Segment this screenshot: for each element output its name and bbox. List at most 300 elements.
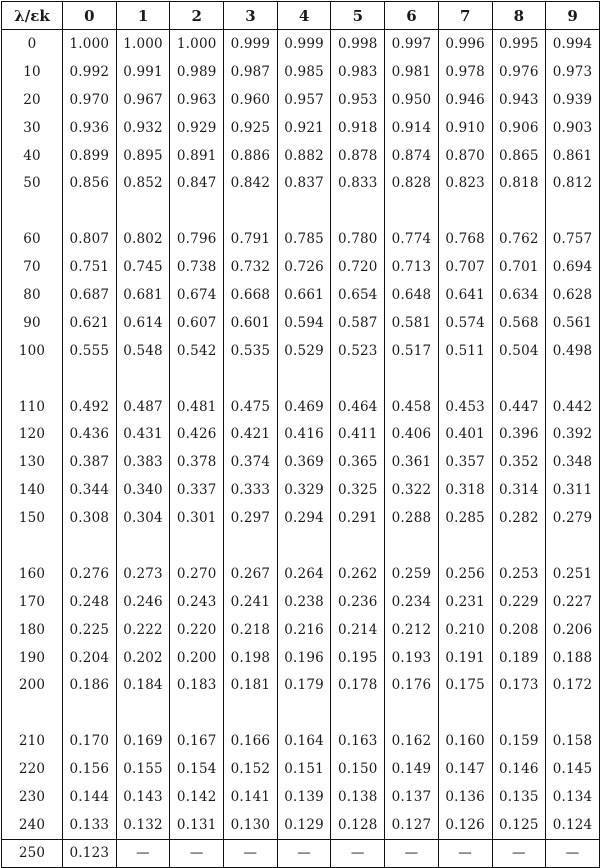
- table-cell: 0.361: [385, 448, 439, 476]
- table-cell: 0.878: [331, 142, 385, 170]
- table-cell: 0.991: [116, 58, 170, 86]
- table-cell: 0.159: [492, 727, 546, 755]
- table-cell: 0.921: [277, 114, 331, 142]
- table-cell: 0.487: [116, 393, 170, 421]
- table-cell: 0.193: [385, 644, 439, 672]
- column-header: 0: [63, 2, 117, 30]
- table-cell: 0.133: [63, 811, 117, 839]
- table-cell: 0.464: [331, 393, 385, 421]
- table-cell: 0.124: [546, 811, 600, 839]
- table-row: [2, 30, 600, 58]
- table-cell: 0.492: [63, 393, 117, 421]
- table-cell: 0.139: [277, 783, 331, 811]
- table-row: [2, 839, 600, 867]
- table-cell: 0.227: [546, 588, 600, 616]
- table-row: [2, 58, 600, 86]
- row-label: 120: [2, 420, 63, 448]
- table-cell: 0.701: [492, 253, 546, 281]
- table-cell: 0.251: [546, 560, 600, 588]
- table-cell: 0.137: [385, 783, 439, 811]
- table-cell: 0.906: [492, 114, 546, 142]
- table-cell: 0.998: [331, 30, 385, 58]
- table-cell: 0.270: [170, 560, 224, 588]
- table-cell: 0.762: [492, 225, 546, 253]
- table-cell: 0.529: [277, 337, 331, 365]
- table-cell: 0.475: [224, 393, 278, 421]
- table-cell: 0.970: [63, 86, 117, 114]
- table-cell: 0.561: [546, 309, 600, 337]
- table-cell: 0.125: [492, 811, 546, 839]
- column-header: 6: [385, 2, 439, 30]
- table-row: [2, 281, 600, 309]
- table-cell: 0.568: [492, 309, 546, 337]
- column-header: 2: [170, 2, 224, 30]
- table-cell: 0.126: [438, 811, 492, 839]
- table-cell: 0.392: [546, 420, 600, 448]
- row-label: 10: [2, 58, 63, 86]
- table-cell: 0.774: [385, 225, 439, 253]
- table-cell: 0.152: [224, 755, 278, 783]
- table-cell: 0.953: [331, 86, 385, 114]
- table-row: [2, 476, 600, 504]
- table-cell: 0.301: [170, 504, 224, 532]
- table-cell: 0.348: [546, 448, 600, 476]
- header-row: [2, 2, 600, 30]
- table-cell: —: [385, 839, 439, 867]
- table-cell: 0.248: [63, 588, 117, 616]
- row-label: 70: [2, 253, 63, 281]
- table-cell: 0.352: [492, 448, 546, 476]
- table-cell: 0.973: [546, 58, 600, 86]
- table-cell: 1.000: [116, 30, 170, 58]
- column-header: 1: [116, 2, 170, 30]
- table-cell: 0.614: [116, 309, 170, 337]
- table-cell: 0.842: [224, 169, 278, 197]
- table-cell: 0.681: [116, 281, 170, 309]
- table-cell: 0.220: [170, 616, 224, 644]
- table-cell: 0.276: [63, 560, 117, 588]
- table-cell: 0.796: [170, 225, 224, 253]
- table-cell: 0.130: [224, 811, 278, 839]
- table-cell: 0.581: [385, 309, 439, 337]
- row-label: 40: [2, 142, 63, 170]
- table-row: [2, 309, 600, 337]
- table-cell: 0.344: [63, 476, 117, 504]
- table-cell: 0.426: [170, 420, 224, 448]
- table-cell: 0.976: [492, 58, 546, 86]
- table-cell: 0.210: [438, 616, 492, 644]
- table-cell: 0.812: [546, 169, 600, 197]
- table-cell: 0.837: [277, 169, 331, 197]
- table-row: [2, 448, 600, 476]
- table-cell: 0.713: [385, 253, 439, 281]
- table-cell: 0.127: [385, 811, 439, 839]
- table-cell: 0.166: [224, 727, 278, 755]
- row-label: 100: [2, 337, 63, 365]
- table-cell: 0.374: [224, 448, 278, 476]
- table-cell: 0.453: [438, 393, 492, 421]
- table-row: [2, 671, 600, 699]
- table-cell: 0.156: [63, 755, 117, 783]
- table-cell: 0.175: [438, 671, 492, 699]
- table-cell: 0.129: [277, 811, 331, 839]
- table-cell: 0.856: [63, 169, 117, 197]
- table-cell: 0.654: [331, 281, 385, 309]
- table-cell: 0.308: [63, 504, 117, 532]
- table-row: [2, 393, 600, 421]
- table-row: [2, 504, 600, 532]
- table-cell: 0.238: [277, 588, 331, 616]
- table-cell: 0.162: [385, 727, 439, 755]
- table-cell: 1.000: [63, 30, 117, 58]
- table-cell: 0.150: [331, 755, 385, 783]
- corner-header: λ/εk: [2, 2, 63, 30]
- table-cell: 0.981: [385, 58, 439, 86]
- row-label: 110: [2, 393, 63, 421]
- table-cell: 0.987: [224, 58, 278, 86]
- table-cell: 0.818: [492, 169, 546, 197]
- table-cell: 0.523: [331, 337, 385, 365]
- table-cell: 0.142: [170, 783, 224, 811]
- table-cell: 0.357: [438, 448, 492, 476]
- table-cell: 0.179: [277, 671, 331, 699]
- table-cell: 0.511: [438, 337, 492, 365]
- table-cell: 0.365: [331, 448, 385, 476]
- table-cell: 0.311: [546, 476, 600, 504]
- table-cell: 0.141: [224, 783, 278, 811]
- table-cell: 0.535: [224, 337, 278, 365]
- table-cell: 0.910: [438, 114, 492, 142]
- table-cell: 0.950: [385, 86, 439, 114]
- table-cell: 0.200: [170, 644, 224, 672]
- table-cell: 0.481: [170, 393, 224, 421]
- table-cell: —: [331, 839, 385, 867]
- table-cell: 0.164: [277, 727, 331, 755]
- table-cell: 0.882: [277, 142, 331, 170]
- table-cell: 0.431: [116, 420, 170, 448]
- column-header: 5: [331, 2, 385, 30]
- table-cell: 0.241: [224, 588, 278, 616]
- row-label: 190: [2, 644, 63, 672]
- table-row: [2, 337, 600, 365]
- table-cell: 0.267: [224, 560, 278, 588]
- group-spacer: [2, 699, 600, 727]
- table-cell: 0.957: [277, 86, 331, 114]
- row-label: 230: [2, 783, 63, 811]
- row-label: 30: [2, 114, 63, 142]
- table-row: [2, 588, 600, 616]
- table-cell: 0.967: [116, 86, 170, 114]
- table-cell: 0.891: [170, 142, 224, 170]
- table-cell: 0.442: [546, 393, 600, 421]
- table-cell: 0.216: [277, 616, 331, 644]
- table-row: [2, 225, 600, 253]
- table-cell: 0.914: [385, 114, 439, 142]
- table-cell: 0.996: [438, 30, 492, 58]
- table-cell: 0.992: [63, 58, 117, 86]
- table-cell: 0.995: [492, 30, 546, 58]
- table-cell: 0.149: [385, 755, 439, 783]
- table-cell: 0.369: [277, 448, 331, 476]
- table-cell: 0.458: [385, 393, 439, 421]
- table-cell: 0.791: [224, 225, 278, 253]
- table-cell: 0.195: [331, 644, 385, 672]
- table-row: [2, 755, 600, 783]
- column-header: 8: [492, 2, 546, 30]
- table-cell: 0.994: [546, 30, 600, 58]
- table-cell: 0.634: [492, 281, 546, 309]
- table-cell: 0.160: [438, 727, 492, 755]
- table-cell: 0.628: [546, 281, 600, 309]
- table-cell: 0.865: [492, 142, 546, 170]
- table-cell: 0.847: [170, 169, 224, 197]
- table-cell: 0.144: [63, 783, 117, 811]
- table-cell: 0.989: [170, 58, 224, 86]
- table-cell: 0.745: [116, 253, 170, 281]
- table-cell: 0.932: [116, 114, 170, 142]
- table-cell: 0.170: [63, 727, 117, 755]
- table-row: [2, 253, 600, 281]
- row-label: 220: [2, 755, 63, 783]
- table-body: [2, 30, 600, 868]
- table-cell: 0.340: [116, 476, 170, 504]
- table-cell: 0.601: [224, 309, 278, 337]
- table-cell: 0.504: [492, 337, 546, 365]
- table-cell: 0.899: [63, 142, 117, 170]
- table-cell: 0.886: [224, 142, 278, 170]
- table-cell: 0.411: [331, 420, 385, 448]
- table-cell: 0.895: [116, 142, 170, 170]
- table-cell: 0.960: [224, 86, 278, 114]
- table-cell: 0.154: [170, 755, 224, 783]
- table-cell: 0.189: [492, 644, 546, 672]
- table-cell: 0.204: [63, 644, 117, 672]
- table-cell: 0.136: [438, 783, 492, 811]
- table-cell: 1.000: [170, 30, 224, 58]
- table-cell: 0.498: [546, 337, 600, 365]
- table-cell: 0.517: [385, 337, 439, 365]
- table-cell: 0.198: [224, 644, 278, 672]
- row-label: 60: [2, 225, 63, 253]
- table-cell: 0.169: [116, 727, 170, 755]
- table-cell: 0.738: [170, 253, 224, 281]
- table-cell: 0.732: [224, 253, 278, 281]
- table-cell: —: [277, 839, 331, 867]
- table-cell: 0.396: [492, 420, 546, 448]
- row-label: 50: [2, 169, 63, 197]
- table-cell: —: [438, 839, 492, 867]
- row-label: 160: [2, 560, 63, 588]
- table-cell: 0.314: [492, 476, 546, 504]
- table-cell: 0.222: [116, 616, 170, 644]
- table-row: [2, 560, 600, 588]
- table-cell: 0.151: [277, 755, 331, 783]
- table-cell: 0.214: [331, 616, 385, 644]
- row-label: 180: [2, 616, 63, 644]
- table-cell: 0.191: [438, 644, 492, 672]
- table-cell: 0.936: [63, 114, 117, 142]
- table-cell: 0.288: [385, 504, 439, 532]
- table-cell: 0.852: [116, 169, 170, 197]
- table-cell: 0.648: [385, 281, 439, 309]
- table-row: [2, 114, 600, 142]
- group-spacer: [2, 197, 600, 225]
- table-cell: 0.548: [116, 337, 170, 365]
- table-cell: 0.751: [63, 253, 117, 281]
- table-cell: 0.135: [492, 783, 546, 811]
- table-cell: 0.661: [277, 281, 331, 309]
- table-cell: 0.925: [224, 114, 278, 142]
- table-cell: 0.282: [492, 504, 546, 532]
- table-cell: 0.607: [170, 309, 224, 337]
- table-cell: 0.668: [224, 281, 278, 309]
- table-cell: 0.173: [492, 671, 546, 699]
- table-cell: 0.641: [438, 281, 492, 309]
- table-row: [2, 811, 600, 839]
- table-header: [2, 2, 600, 30]
- row-label: 210: [2, 727, 63, 755]
- table-cell: 0.202: [116, 644, 170, 672]
- table-cell: 0.322: [385, 476, 439, 504]
- table-cell: 0.828: [385, 169, 439, 197]
- table-cell: 0.861: [546, 142, 600, 170]
- table-cell: 0.587: [331, 309, 385, 337]
- row-label: 170: [2, 588, 63, 616]
- table-cell: 0.188: [546, 644, 600, 672]
- table-cell: 0.674: [170, 281, 224, 309]
- table-cell: 0.594: [277, 309, 331, 337]
- table-cell: 0.128: [331, 811, 385, 839]
- table-cell: 0.183: [170, 671, 224, 699]
- table-row: [2, 616, 600, 644]
- table-row: [2, 783, 600, 811]
- table-cell: 0.212: [385, 616, 439, 644]
- table-cell: 0.225: [63, 616, 117, 644]
- table-cell: 0.279: [546, 504, 600, 532]
- table-cell: 0.234: [385, 588, 439, 616]
- table-cell: 0.143: [116, 783, 170, 811]
- table-cell: 0.337: [170, 476, 224, 504]
- row-label: 140: [2, 476, 63, 504]
- table-cell: 0.184: [116, 671, 170, 699]
- table-cell: 0.145: [546, 755, 600, 783]
- table-cell: 0.264: [277, 560, 331, 588]
- column-header: 4: [277, 2, 331, 30]
- row-label: 200: [2, 671, 63, 699]
- row-label: 0: [2, 30, 63, 58]
- table-cell: 0.874: [385, 142, 439, 170]
- table-cell: —: [492, 839, 546, 867]
- row-label: 240: [2, 811, 63, 839]
- table-cell: 0.416: [277, 420, 331, 448]
- table-cell: 0.870: [438, 142, 492, 170]
- table-cell: 0.720: [331, 253, 385, 281]
- table-cell: 0.406: [385, 420, 439, 448]
- row-label: 90: [2, 309, 63, 337]
- row-label: 250: [2, 839, 63, 867]
- table-cell: 0.297: [224, 504, 278, 532]
- table-cell: 0.542: [170, 337, 224, 365]
- table-cell: 0.833: [331, 169, 385, 197]
- table-cell: —: [116, 839, 170, 867]
- row-label: 20: [2, 86, 63, 114]
- stability-coefficient-table: [1, 1, 600, 868]
- table-row: [2, 644, 600, 672]
- table-cell: 0.273: [116, 560, 170, 588]
- table-cell: 0.963: [170, 86, 224, 114]
- table-row: [2, 169, 600, 197]
- table-row: [2, 727, 600, 755]
- table-cell: 0.178: [331, 671, 385, 699]
- table-cell: 0.138: [331, 783, 385, 811]
- table-cell: 0.726: [277, 253, 331, 281]
- table-cell: 0.318: [438, 476, 492, 504]
- table-cell: 0.155: [116, 755, 170, 783]
- group-spacer: [2, 365, 600, 393]
- table-cell: 0.780: [331, 225, 385, 253]
- group-spacer: [2, 532, 600, 560]
- table-cell: —: [170, 839, 224, 867]
- table-cell: 0.291: [331, 504, 385, 532]
- table-cell: 0.687: [63, 281, 117, 309]
- table-cell: 0.176: [385, 671, 439, 699]
- table-cell: 0.978: [438, 58, 492, 86]
- table-cell: 0.983: [331, 58, 385, 86]
- table-cell: 0.768: [438, 225, 492, 253]
- table-cell: 0.802: [116, 225, 170, 253]
- table-row: [2, 420, 600, 448]
- table-cell: 0.707: [438, 253, 492, 281]
- table-cell: 0.694: [546, 253, 600, 281]
- table-cell: 0.196: [277, 644, 331, 672]
- table-cell: 0.147: [438, 755, 492, 783]
- table-cell: 0.218: [224, 616, 278, 644]
- table-cell: 0.329: [277, 476, 331, 504]
- table-cell: 0.123: [63, 839, 117, 867]
- table-cell: 0.231: [438, 588, 492, 616]
- column-header: 9: [546, 2, 600, 30]
- table-cell: 0.943: [492, 86, 546, 114]
- table-cell: 0.785: [277, 225, 331, 253]
- table-cell: 0.999: [277, 30, 331, 58]
- table-cell: —: [224, 839, 278, 867]
- table-cell: 0.447: [492, 393, 546, 421]
- table-cell: 0.243: [170, 588, 224, 616]
- table-cell: 0.181: [224, 671, 278, 699]
- table-cell: 0.206: [546, 616, 600, 644]
- table-cell: 0.939: [546, 86, 600, 114]
- table-cell: 0.333: [224, 476, 278, 504]
- table-cell: 0.555: [63, 337, 117, 365]
- table-cell: 0.823: [438, 169, 492, 197]
- table-cell: 0.918: [331, 114, 385, 142]
- table-cell: 0.262: [331, 560, 385, 588]
- table-cell: 0.167: [170, 727, 224, 755]
- table-cell: 0.134: [546, 783, 600, 811]
- table-cell: 0.999: [224, 30, 278, 58]
- table-cell: 0.158: [546, 727, 600, 755]
- table-cell: 0.259: [385, 560, 439, 588]
- table-cell: 0.401: [438, 420, 492, 448]
- table-cell: 0.383: [116, 448, 170, 476]
- table-cell: 0.285: [438, 504, 492, 532]
- table-cell: 0.621: [63, 309, 117, 337]
- table-cell: 0.253: [492, 560, 546, 588]
- table-cell: 0.903: [546, 114, 600, 142]
- table-cell: 0.985: [277, 58, 331, 86]
- table-cell: 0.304: [116, 504, 170, 532]
- table-cell: 0.929: [170, 114, 224, 142]
